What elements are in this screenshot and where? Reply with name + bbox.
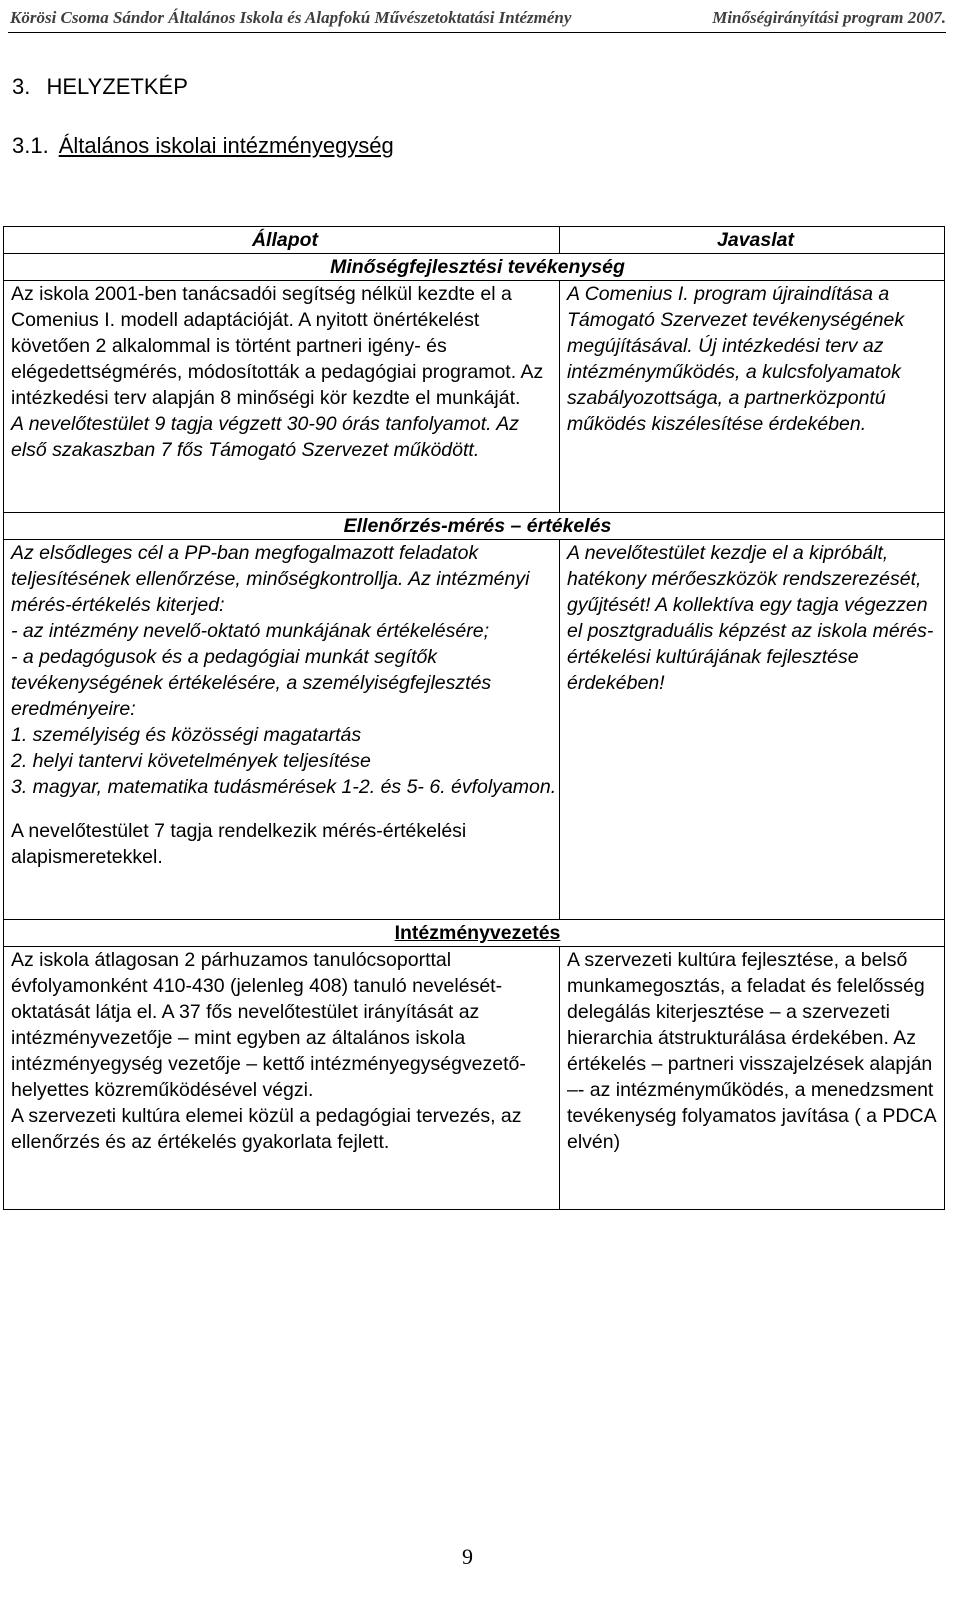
list-item: 2. helyi tantervi követelmények teljesítése [11, 750, 371, 772]
subsection-heading [12, 133, 394, 159]
paragraph: Az iskola átlagosan 2 párhuzamos tanulócsoporttal évfolyamonként 410-430 (jelenleg 408) tanuló nevelését-oktatását látja el. A 37 fős nevelőtestület irányítását az intézményvezetője – mint egyben az általános iskola intézményegység vezetője – kettő intézményegységvezető-helyettes közreműködésével végzi. [11, 949, 526, 1101]
section-title-text: Intézményvezetés [394, 922, 561, 944]
section-heading [12, 74, 188, 100]
cell-javaslat-intezmenyvezetes: A szervezeti kultúra fejlesztése, a belső munkamegosztás, a feladat és felelősség delegálás kiterjesztése – a szervezeti hierarchia átstrukturálása érdekében. Az értékelés – partneri visszajelzések alapján –- az intézményműködés, a menedzsment tevékenység folyamatos javítása ( a PDCA elvén) [560, 947, 945, 1210]
cell-javaslat-ellenorzes: A nevelőtestület kezdje el a kipróbált, hatékony mérőeszközök rendszerezését, gyűjtését! A kollektíva egy tagja végezzen el posztgraduális képzést az iskola mérés-értékelési kultúrájának fejlesztése érdekében! [560, 540, 945, 920]
paragraph: Az elsődleges cél a PP-ban megfogalmazott feladatok teljesítésének ellenőrzése, minőségkontrollja. Az intézményi mérés-értékelés kiterjed: [11, 542, 530, 616]
subsection-number: 3.1. [12, 133, 49, 158]
list-item: 1. személyiség és közösségi magatartás [11, 724, 362, 746]
cell-allapot-intezmenyvezetes [4, 947, 560, 1210]
paragraph: A szervezeti kultúra elemei közül a pedagógiai tervezés, az ellenőrzés és az értékelés gyakorlata fejlett. [11, 1105, 522, 1153]
status-proposal-table [3, 226, 945, 1210]
cell-allapot-minosegfejlesztes [4, 281, 560, 513]
section-title-minosegfejlesztes: Minőségfejlesztési tevékenység [4, 254, 945, 281]
list-item: - az intézmény nevelő-oktató munkájának értékelésére; [11, 620, 489, 642]
section-title-ellenorzes: Ellenőrzés-mérés – értékelés [4, 513, 945, 540]
col-header-allapot: Állapot [4, 227, 560, 254]
list-item: - a pedagógusok és a pedagógiai munkát segítők tevékenységének értékelésére, a személyiségfejlesztés eredményeire: [11, 646, 492, 720]
header-program: Minőségirányítási program 2007. [712, 8, 946, 27]
subsection-title: Általános iskolai intézményegység [58, 133, 394, 158]
section-number: 3. [12, 74, 31, 99]
running-header [8, 4, 946, 33]
section-title: HELYZETKÉP [46, 74, 188, 99]
cell-allapot-ellenorzes [4, 540, 560, 920]
header-institution: Körösi Csoma Sándor Általános Iskola és Alapfokú Művészetoktatási Intézmény [10, 8, 572, 27]
section-title-intezmenyvezetes [4, 920, 945, 947]
paragraph: A nevelőtestület 7 tagja rendelkezik mérés-értékelési alapismeretekkel. [11, 820, 467, 868]
paragraph: A nevelőtestület 9 tagja végzett 30-90 órás tanfolyamot. Az első szakaszban 7 fős Támogató Szervezet működött. [11, 413, 520, 461]
paragraph: Az iskola 2001-ben tanácsadói segítség nélkül kezdte el a Comenius I. modell adaptációját. A nyitott önértékelést követően 2 alkalommal is történt partneri igény- és elégedettségmérés, módosították a pedagógiai programot. Az intézkedési terv alapján 8 minőségi kör kezdte el munkáját. [11, 283, 544, 409]
page-number: 9 [462, 1544, 473, 1569]
cell-javaslat-minosegfejlesztes: A Comenius I. program újraindítása a Támogató Szervezet tevékenységének megújításával. Új intézkedési terv az intézményműködés, a kulcsfolyamatok szabályozottsága, a partnerközpontú működés kiszélesítése érdekében. [560, 281, 945, 513]
list-item: 3. magyar, matematika tudásmérések 1-2. és 5- 6. évfolyamon. [11, 776, 557, 798]
col-header-javaslat: Javaslat [560, 227, 945, 254]
